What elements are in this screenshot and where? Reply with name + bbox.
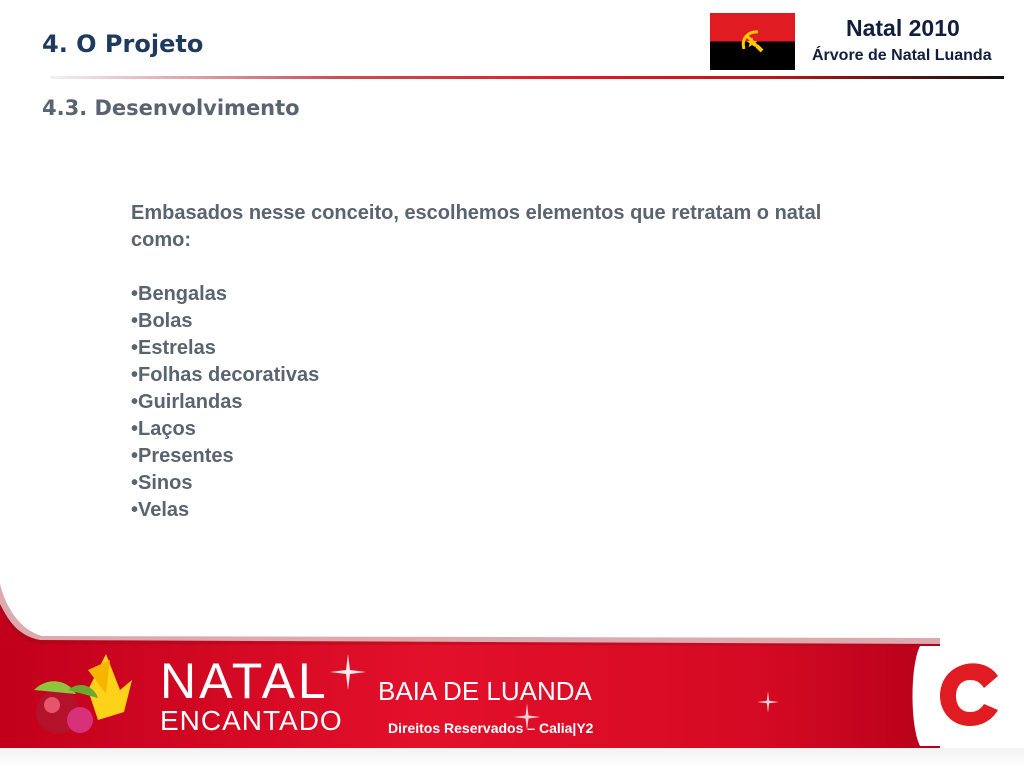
- divider: [50, 76, 1004, 79]
- copyright-text: Direitos Reservados – Calia|Y2: [388, 720, 594, 736]
- list-item: • Bengalas: [131, 281, 871, 308]
- calia-logo-icon: [910, 646, 1020, 746]
- logo-natal-text: NATAL: [160, 653, 329, 709]
- list-item: • Laços: [131, 416, 871, 443]
- fruit-decoration-icon: [28, 650, 138, 745]
- list-item: • Estrelas: [131, 335, 871, 362]
- slide-content: [131, 200, 871, 524]
- subsection-title: 4.3. Desenvolvimento: [42, 96, 300, 120]
- logo-encantado-text: ENCANTADO: [160, 705, 343, 736]
- list-item: • Folhas decorativas: [131, 362, 871, 389]
- place-name: BAIA DE LUANDA: [378, 676, 592, 706]
- intro-text: Embasados nesse conceito, escolhemos elementos que retratam o natal como:: [131, 202, 822, 251]
- event-title: Natal 2010: [846, 15, 960, 41]
- event-subtitle: Árvore de Natal Luanda: [812, 47, 992, 64]
- list-item: • Presentes: [131, 443, 871, 470]
- sparkle-icon: [328, 652, 368, 692]
- element-list: [131, 281, 871, 524]
- sparkle-icon: [756, 690, 780, 714]
- list-item: • Sinos: [131, 470, 871, 497]
- list-item: • Velas: [131, 497, 871, 524]
- list-item: • Guirlandas: [131, 389, 871, 416]
- list-item: • Bolas: [131, 308, 871, 335]
- section-title: 4. O Projeto: [42, 30, 204, 58]
- angola-flag-icon: [710, 13, 795, 70]
